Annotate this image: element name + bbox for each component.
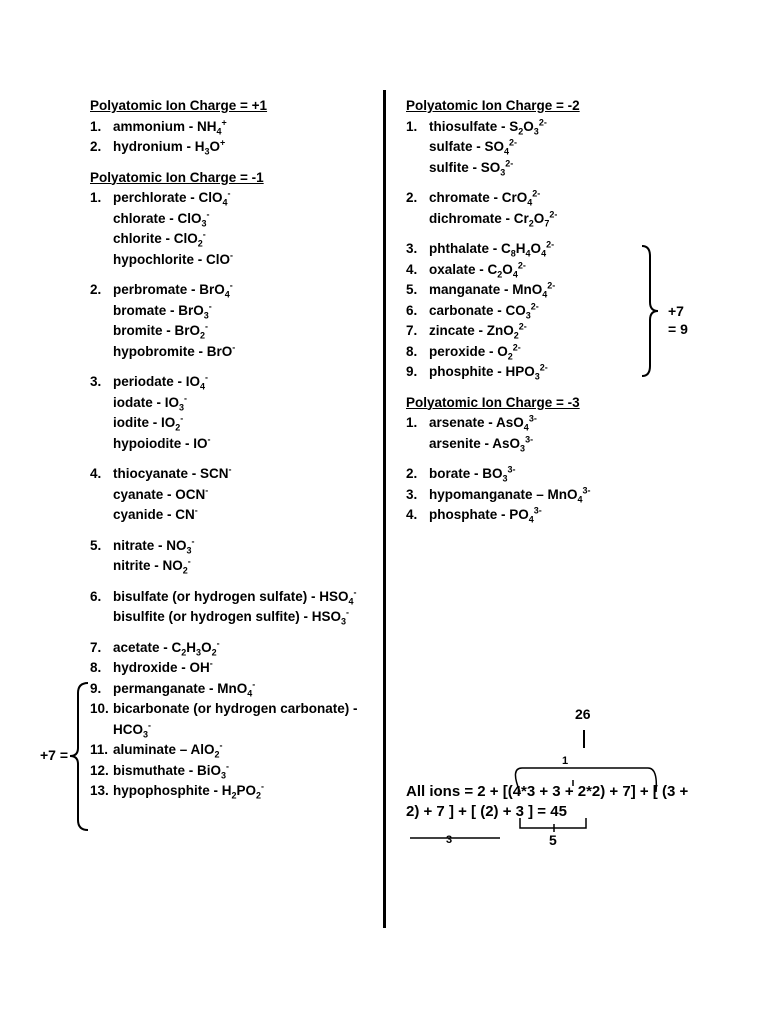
right-brace-label-bottom: = 9 xyxy=(668,321,688,337)
ion-text: sulfate - $SO_4^{2-}$ xyxy=(429,137,518,157)
ion-number: 1. xyxy=(406,415,418,430)
ion-text: hypochlorite - ClO- xyxy=(113,250,234,267)
ion-number: 4. xyxy=(406,261,418,277)
annotation-3: 3 xyxy=(446,834,453,846)
ion-number: 9. xyxy=(90,680,102,696)
ion-number: 2. xyxy=(90,282,102,297)
ion-number: 3. xyxy=(406,486,418,502)
ion-text: arsenite - AsO$_3^{3-}$ xyxy=(429,434,534,454)
ion-text: arsenate - AsO$_4^{3-}$ xyxy=(429,413,537,433)
ion-text: nitrite - $NO_2^-$ xyxy=(113,556,191,576)
ion-text: iodite - $IO_2^-$ xyxy=(113,413,184,433)
ion-text: carbonate - $CO_3^{2-}$ xyxy=(429,301,539,321)
ion-text: perbromate - BrO$_4$- xyxy=(113,280,233,300)
ion-number: 5. xyxy=(406,282,418,297)
ion-text: phosphite - $HPO_3^{2-}$ xyxy=(429,362,548,382)
ion-number: 2. xyxy=(406,466,418,481)
ion-text: manganate - MnO$_4^{2-}$ xyxy=(429,280,556,300)
ion-text: cyanate - OCN- xyxy=(113,485,209,502)
ion-text: bismuthate - BiO$_3$- xyxy=(113,761,230,781)
ion-text: nitrate - $NO_3^-$ xyxy=(113,536,195,556)
ion-text: oxalate - $C_2O_4^{2-}$ xyxy=(429,260,526,280)
ion-text: periodate - $IO_4^-$ xyxy=(113,372,209,392)
ion-number: 10. xyxy=(90,701,109,716)
ion-text: permanganate - MnO$_4$- xyxy=(113,679,256,699)
ion-number: 6. xyxy=(90,588,102,604)
ion-text: hypophosphite - $H_2PO_2^-$ xyxy=(113,781,265,801)
ion-number: 7. xyxy=(90,639,102,655)
ion-text: chromate - CrO$_4^{2-}$ xyxy=(429,188,541,208)
ion-text: hypobromite - BrO- xyxy=(113,342,236,359)
right-brace xyxy=(642,246,658,376)
ion-number: 12. xyxy=(90,762,109,778)
ion-text: chlorate - ClO$_3$- xyxy=(113,209,210,229)
right-brace-label-top: +7 xyxy=(668,303,684,319)
ion-text: borate - $BO_3^{3-}$ xyxy=(429,464,516,484)
ion-text: ammonium - $NH_4^+$ xyxy=(113,117,227,137)
ion-number: 1. xyxy=(90,190,102,205)
ion-text: thiosulfate - $S_2O_3^{2-}$ xyxy=(429,117,547,137)
ion-text: hydronium - $H_3O^+$ xyxy=(113,137,226,157)
ion-number: 4. xyxy=(406,507,418,522)
ion-number: 2. xyxy=(406,190,418,205)
ion-text: peroxide - $O_2^{2-}$ xyxy=(429,342,521,362)
ion-number: 3. xyxy=(90,374,102,389)
ion-text: phthalate - $C_8H_4O_4^{2-}$ xyxy=(429,239,555,259)
annotation-26: 26 xyxy=(575,706,591,722)
ion-text: aluminate – AlO$_2$- xyxy=(113,740,223,760)
ion-text: thiocyanate - SCN- xyxy=(113,464,232,481)
ion-text: hypomanganate – MnO$_4^{3-}$ xyxy=(429,485,591,505)
ion-number: 11. xyxy=(90,742,109,757)
section-heading: Polyatomic Ion Charge = -2 xyxy=(406,98,580,113)
ion-text: phosphate - $PO_4^{3-}$ xyxy=(429,505,542,525)
ion-number: 1. xyxy=(406,118,418,134)
ion-text: chlorite - ClO$_2$- xyxy=(113,229,206,249)
ion-text: cyanide - CN- xyxy=(113,505,198,522)
ion-number: 7. xyxy=(406,323,418,338)
left-brace xyxy=(70,683,88,830)
ion-number: 8. xyxy=(406,343,418,359)
ion-number: 4. xyxy=(90,466,102,481)
ion-text: dichromate - $Cr_2O_7^{2-}$ xyxy=(429,209,558,229)
ion-text: bisulfite (or hydrogen sulfite) - $HSO_3^-$ xyxy=(113,607,350,627)
ion-text: hydroxide - OH- xyxy=(113,658,213,675)
left-brace-label: +7 = xyxy=(40,747,69,763)
ion-text: bicarbonate (or hydrogen carbonate) - $HCO_3^-$ xyxy=(113,701,358,740)
ion-text: sulfite - $SO_3^{2-}$ xyxy=(429,158,514,178)
ion-number: 13. xyxy=(90,783,109,798)
ion-text: acetate - $C_2H_3O_2^-$ xyxy=(113,638,220,658)
ion-text: iodate - $IO_3^-$ xyxy=(113,393,188,413)
ion-number: 6. xyxy=(406,302,418,318)
ion-text: bromate - BrO$_3$- xyxy=(113,301,212,321)
ion-text: bromite - BrO$_2$- xyxy=(113,321,209,341)
total-ions-calculation: All ions = 2 + [(4*3 + 3 + 2*2) + 7] + [ (3 + 2) + 7 ] + [ (2) + 3 ] = 45 xyxy=(406,783,689,820)
annotation-1: 1 xyxy=(562,755,569,767)
ion-number: 3. xyxy=(406,241,418,256)
section-heading: Polyatomic Ion Charge = +1 xyxy=(90,98,268,113)
ion-text: hypoiodite - IO- xyxy=(113,434,211,451)
ion-number: 8. xyxy=(90,660,102,675)
ion-number: 9. xyxy=(406,364,418,379)
ion-text: zincate - ZnO$_2^{2-}$ xyxy=(429,321,527,341)
section-heading: Polyatomic Ion Charge = -3 xyxy=(406,394,580,410)
ion-text: perchlorate - ClO$_4$- xyxy=(113,188,231,208)
ion-number: 5. xyxy=(90,537,102,553)
ion-text: bisulfate (or hydrogen sulfate) - $HSO_4^-$ xyxy=(113,587,357,607)
ion-number: 1. xyxy=(90,118,102,134)
ion-number: 2. xyxy=(90,139,102,154)
annotation-5: 5 xyxy=(549,832,557,848)
section-heading: Polyatomic Ion Charge = -1 xyxy=(90,169,264,185)
